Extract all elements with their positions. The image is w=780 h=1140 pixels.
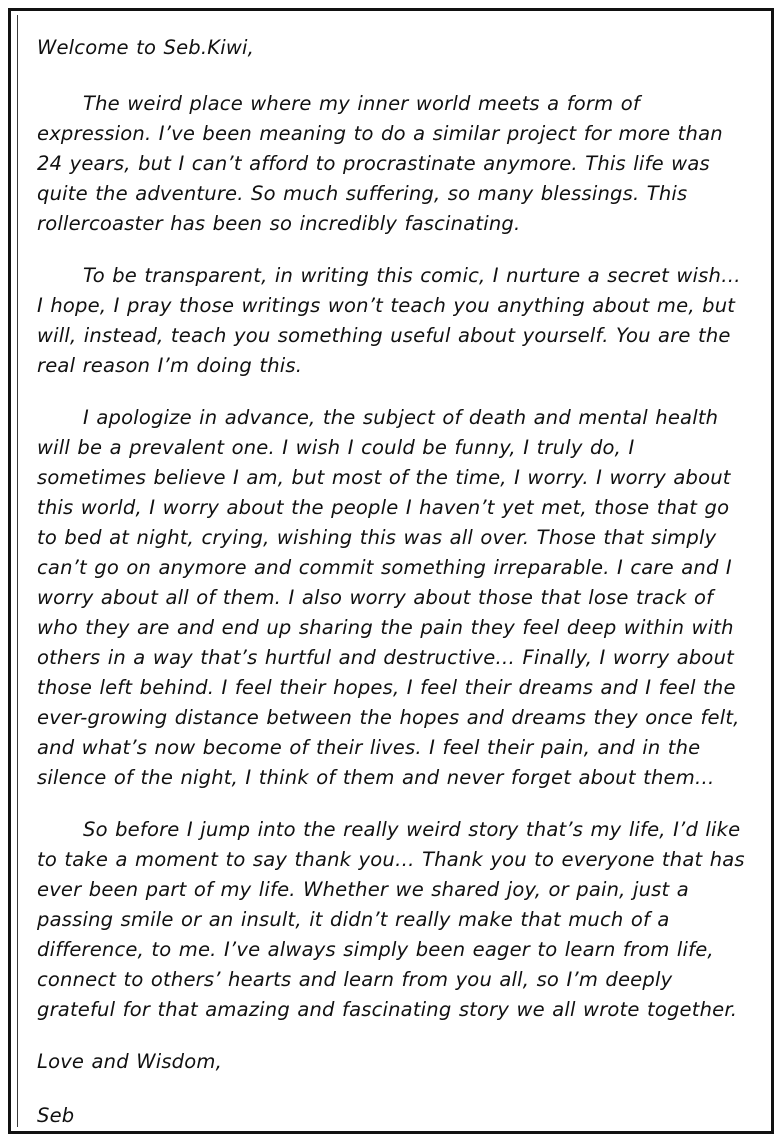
- letter-signoff: Love and Wisdom,: [37, 1050, 222, 1073]
- letter-signature: Seb: [37, 1104, 75, 1127]
- letter-paragraph-3: I apologize in advance, the subject of death and mental health will be a prevalent one. I wish I could be funny, I truly do, I sometimes believe I am, but most of the time, I worry. I worry about this world, I worry about the people I haven’t yet met, those that go to bed at night, crying, wishing this was all over. Those that simply can’t go on anymore and commit something irreparable. I care and I worry about all of them. I also worry about those that lose track of who they are and end up sharing the pain they feel deep within with others in a way that’s hurtful and destructive… Finally, I worry about those left behind. I feel their hopes, I feel their dreams and I feel the ever-growing distance between the hopes and dreams they once felt, and what’s now become of their lives. I feel their pain, and in the silence of the night, I think of them and never forget about them…: [37, 406, 740, 789]
- letter-body: [37, 33, 745, 1127]
- panel-border: [8, 8, 774, 1134]
- letter-paragraph-2: To be transparent, in writing this comic, I nurture a secret wish… I hope, I pray those writings won’t teach you anything about me, but will, instead, teach you something useful about yourself. You are the real reason I’m doing this.: [37, 264, 741, 377]
- letter-paragraph-1: The weird place where my inner world meets a form of expression. I’ve been meaning to do a similar project for more than 24 years, but I can’t afford to procrastinate anymore. This life was quite the adventure. So much suffering, so many blessings. This rollercoaster has been so incredibly fascinating.: [37, 92, 723, 235]
- letter-greeting: Welcome to Seb.Kiwi,: [37, 36, 255, 59]
- letter-paragraph-4: So before I jump into the really weird story that’s my life, I’d like to take a moment to say thank you… Thank you to everyone that has ever been part of my life. Whether we shared joy, or pain, just a passing smile or an insult, it didn’t really make that much of a difference, to me. I’ve always simply been eager to learn from life, connect to others’ hearts and learn from you all, so I’m deeply grateful for that amazing and fascinating story we all wrote together.: [37, 818, 745, 1021]
